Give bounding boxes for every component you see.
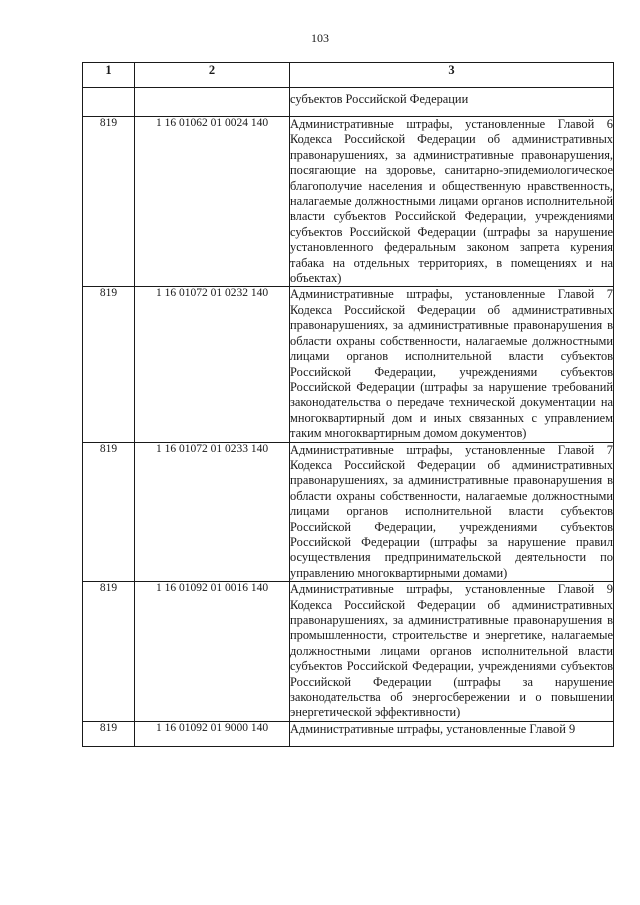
continuation-text: субъектов Российской Федерации bbox=[290, 88, 614, 117]
description-cell: Административные штрафы, установленные Главой 9 Кодекса Российской Федерации об административных правонарушениях, за административные правонарушения в промышленности, строительстве и энергетике, налагаемые должностными лицами органов исполнительной власти субъектов Российской Федерации, учреждениями субъектов Российской Федерации (штрафы за нарушение законодательства об энергосбережении и о повышении энергетической эффективности) bbox=[290, 582, 613, 720]
budget-code-cell: 1 16 01092 01 9000 140 bbox=[135, 721, 290, 746]
table-header-row bbox=[83, 63, 614, 88]
table-row bbox=[83, 582, 614, 722]
column-header-1: 1 bbox=[83, 63, 135, 88]
description-cell: Административные штрафы, установленные Главой 6 Кодекса Российской Федерации об административных правонарушениях, за административные правонарушения, посягающие на здоровье, санитарно-эпидемиологическое благополучие населения и общественную нравственность, налагаемые должностными лицами органов исполнительной власти субъектов Российской Федерации, учреждениями субъектов Российской Федерации (штрафы за нарушение установленного федеральным законом запрета курения табака на отдельных территориях, в помещениях и на объектах) bbox=[290, 117, 613, 286]
budget-code-cell: 1 16 01072 01 0232 140 bbox=[135, 287, 290, 442]
description-cell: Административные штрафы, установленные Главой 7 Кодекса Российской Федерации об административных правонарушениях, за административные правонарушения в области охраны собственности, налагаемые должностными лицами органов исполнительной власти субъектов Российской Федерации, учреждениями субъектов Российской Федерации (штрафы за нарушение требований законодательства о передаче технической документации на многоквартирный дом и иных связанных с управлением таким многоквартирным домом документов) bbox=[290, 287, 613, 441]
admin-code-cell: 819 bbox=[83, 582, 135, 722]
admin-code-cell: 819 bbox=[83, 442, 135, 582]
budget-code-cell: 1 16 01092 01 0016 140 bbox=[135, 582, 290, 722]
column-header-3: 3 bbox=[290, 63, 614, 88]
column-header-2: 2 bbox=[135, 63, 290, 88]
budget-code-cell: 1 16 01072 01 0233 140 bbox=[135, 442, 290, 582]
table-row-continuation bbox=[83, 88, 614, 117]
admin-code-cell: 819 bbox=[83, 721, 135, 746]
empty-cell bbox=[135, 88, 290, 117]
description-cell: Административные штрафы, установленные Главой 7 Кодекса Российской Федерации об административных правонарушениях, за административные правонарушения в области охраны собственности, налагаемые должностными лицами органов исполнительной власти субъектов Российской Федерации, учреждениями субъектов Российской Федерации (штрафы за нарушение правил осуществления предпринимательской деятельности по управлению многоквартирными домами) bbox=[290, 442, 613, 580]
admin-code-cell: 819 bbox=[83, 287, 135, 442]
empty-cell bbox=[83, 88, 135, 117]
table-row bbox=[83, 117, 614, 287]
admin-code-cell: 819 bbox=[83, 117, 135, 287]
budget-codes-table bbox=[82, 62, 614, 747]
table-row bbox=[83, 287, 614, 442]
description-cell: Административные штрафы, установленные Главой 9 bbox=[290, 721, 614, 746]
page-number: 103 bbox=[311, 31, 329, 45]
budget-code-cell: 1 16 01062 01 0024 140 bbox=[135, 117, 290, 287]
table-row bbox=[83, 442, 614, 582]
table-row bbox=[83, 721, 614, 746]
